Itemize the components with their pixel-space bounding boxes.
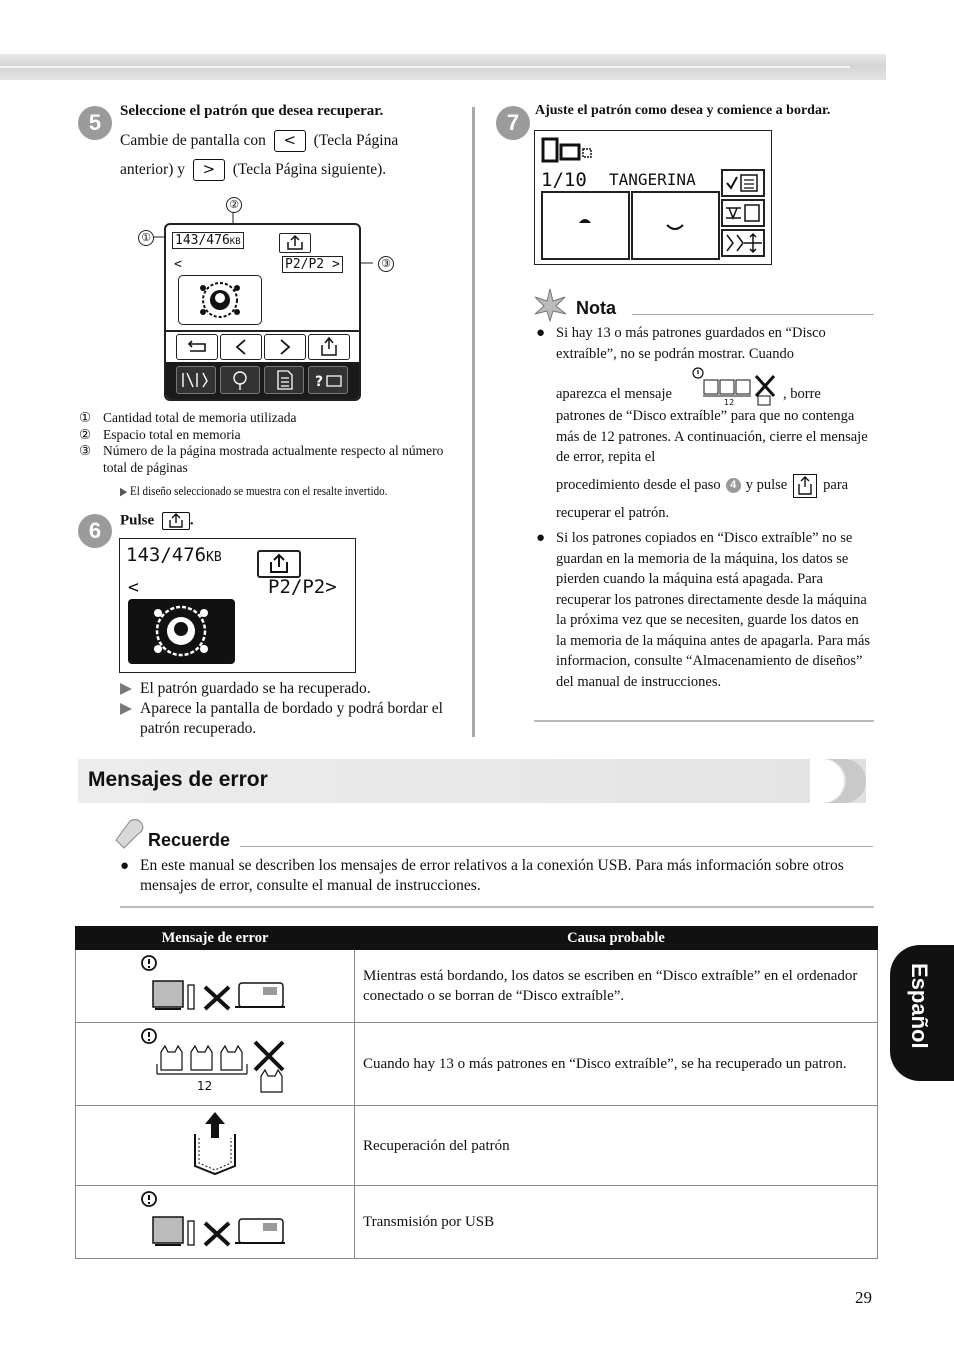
lcd-2-prev: < (128, 577, 139, 598)
error-icon-cell (76, 1186, 355, 1259)
recuerde-rule (240, 846, 873, 847)
pattern-name: TANGERINA (609, 170, 696, 189)
nota-b1-text-2: aparezca el mensaje (556, 386, 672, 402)
nota-bullet-1 (536, 323, 872, 523)
legend-num: ② (79, 426, 92, 442)
memory-value: 143/476 (126, 544, 207, 566)
page-indicator (282, 256, 343, 273)
back-icon (176, 334, 218, 360)
table-row (76, 1106, 878, 1186)
nota-b1-message-line (556, 366, 872, 406)
nota-b2-text: Si los patrones copiados en “Disco extraíble” no se guardan en la memoria de la máquina, los datos se pierden cuando la máquina está apagada. Para recuperar los patrones directamente desde la máquina la próxima vez que se necesiten, guarde los datos en la memoria de la máquina antes de apagarla. Para más informacion, consulte “Almacenamiento de diseños” del manual de instrucciones. (556, 530, 871, 690)
step-7-number: 7 (496, 106, 530, 140)
step-5-body (120, 126, 465, 184)
legend-num: ③ (79, 443, 92, 458)
table-row (76, 1023, 878, 1106)
header-bar-highlight (0, 66, 850, 68)
legend-text: Cantidad total de memoria utilizada (103, 410, 297, 425)
section-bar-end (810, 759, 870, 803)
callout-2: ② (226, 197, 242, 213)
nota-b1-text-4: patrones de “Disco extraíble” para que no contenga más de 12 patrones. A continuación, cierre el mensaje de error, repita el (556, 408, 868, 465)
nota-b1-text-3: , borre (783, 386, 821, 402)
step-7-title: Ajuste el patrón como desea y comience a bordar. (535, 103, 831, 118)
stitch-menu-icon (176, 366, 216, 394)
error-icon-cell (76, 1106, 355, 1186)
embroidery-menu-icon (220, 366, 260, 394)
recuerde-bottom-rule (120, 906, 874, 908)
legend-text: Número de la página mostrada actualmente respecto al número total de páginas (103, 443, 444, 475)
memo-icon (112, 818, 146, 850)
page-indicator (268, 576, 337, 598)
lcd-screen-2 (119, 538, 356, 673)
error-cause-text: Mientras está bordando, los datos se escriben en “Disco extraíble” en el ordenador conectado o se borran de “Disco extraíble”. (355, 950, 878, 1023)
lcd-1-frame (164, 223, 361, 401)
pocket-retrieve-icon (185, 1110, 245, 1176)
step-6-number: 6 (78, 514, 112, 548)
pattern-cell-2 (631, 191, 720, 260)
language-tab (890, 945, 954, 1081)
pc-x-machine-icon (135, 951, 295, 1015)
step-5-line1: Cambie de pantalla con (120, 132, 266, 149)
error-cause-text: Recuperación del patrón (355, 1106, 878, 1186)
nota-bottom-rule (534, 720, 874, 722)
header-probable-cause: Causa probable (355, 927, 878, 950)
lcd-1-next: > (331, 257, 340, 272)
pattern-thumbnail (178, 275, 262, 325)
step-6-result-text: Aparece la pantalla de bordado y podrá bordar el patrón recuperado. (140, 700, 443, 737)
next-page-key-icon: > (193, 159, 225, 181)
nota-b1-text-1: Si hay 13 o más patrones guardados en “Disco extraíble”, no se podrán mostrar. Cuando (556, 325, 826, 362)
error-table (75, 926, 878, 1259)
legend (79, 410, 464, 476)
language-tab-label: Español (907, 963, 932, 1049)
step-6-result-1 (120, 679, 465, 699)
memory-readout (126, 544, 222, 566)
legend-text: Espacio total en memoria (103, 426, 241, 442)
stitch-edit-icon (721, 199, 765, 227)
header-error-message: Mensaje de error (76, 927, 355, 950)
step-6-result-text: El patrón guardado se ha recuperado. (140, 680, 371, 697)
memory-unit: KB (206, 550, 222, 565)
bullet-icon: ● (536, 530, 546, 546)
memory-unit: KB (229, 237, 241, 247)
nota-b1-text-7: para (823, 477, 849, 494)
lcd-screen-3 (534, 130, 772, 265)
legend-note-text: El diseño seleccionado se muestra con el resalte invertido. (129, 483, 388, 498)
step-5-line2: anterior) y (120, 161, 185, 178)
nota-bullet-2 (536, 528, 872, 692)
too-many-patterns-small-icon (691, 366, 783, 406)
recuerde-bullet (120, 856, 874, 896)
error-cause-text: Cuando hay 13 o más patrones en “Disco extraíble”, se ha recuperado un patron. (355, 1023, 878, 1106)
crest-icon (128, 599, 235, 664)
page-number: 29 (855, 1288, 872, 1307)
hoop-size-icon (541, 137, 601, 163)
next-page-icon (264, 334, 306, 360)
triangle-icon: ▶ (120, 486, 128, 498)
lcd-2-next: > (325, 576, 337, 598)
retrieve-button-icon (308, 334, 350, 360)
table-row (76, 1186, 878, 1259)
nota-b1-text-8: recuperar el patrón. (556, 504, 670, 521)
retrieve-key-icon (793, 474, 817, 498)
pattern-cell-1 (541, 191, 630, 260)
triangle-icon: ▶ (120, 700, 132, 717)
page-value: P2/P2 (285, 257, 325, 272)
retrieve-key-icon (257, 550, 301, 578)
move-pattern-icon (721, 229, 765, 257)
nota-rule (632, 314, 874, 315)
step-5-line1-end: (Tecla Página (313, 132, 399, 149)
bullet-icon: ● (120, 858, 130, 874)
recuerde-text: En este manual se describen los mensajes de error relativos a la conexión USB. Para más información sobre otros mensajes de error, consulte el manual de instrucciones. (140, 857, 844, 894)
selected-pattern-inverted (128, 599, 235, 664)
step-5-number: 5 (78, 106, 112, 140)
step-6-title-end: . (189, 512, 194, 529)
memory-readout (172, 232, 244, 249)
memory-value: 143/476 (175, 233, 230, 248)
pattern-counter: 1/10 (541, 169, 587, 191)
nota-b1-text-5: procedimiento desde el paso (556, 477, 721, 494)
lcd-screen-1 (136, 193, 406, 403)
page-value: P2/P2 (268, 576, 326, 598)
error-cause-text: Transmisión por USB (355, 1186, 878, 1259)
retrieve-key-icon (162, 512, 190, 530)
step-5-title: Seleccione el patrón que desea recuperar. (120, 103, 384, 119)
prev-page-key-icon: < (274, 130, 306, 152)
nota-heading: Nota (576, 298, 616, 318)
section-title: Mensajes de error (88, 768, 268, 791)
step-6-title-text: Pulse (120, 512, 155, 529)
error-icon-cell (76, 950, 355, 1023)
bullet-icon: ● (536, 325, 546, 341)
table-row (76, 950, 878, 1023)
nota-b1-procedure-line (556, 474, 872, 498)
pattern-count: 12 (197, 1079, 213, 1093)
column-divider (472, 107, 475, 737)
pattern-count: 12 (724, 398, 735, 406)
pc-x-machine-icon (135, 1187, 295, 1251)
check-list-icon (721, 169, 765, 197)
table-header (76, 927, 878, 950)
prev-page-icon (220, 334, 262, 360)
document-menu-icon (264, 366, 304, 394)
callout-3: ③ (378, 256, 394, 272)
sparkle-icon (532, 288, 568, 322)
legend-note (120, 483, 387, 499)
callout-1: ① (138, 230, 154, 246)
too-many-patterns-icon (135, 1024, 295, 1098)
triangle-icon: ▶ (120, 680, 132, 697)
step-6-result-2 (120, 699, 465, 739)
lcd-1-prev: < (174, 257, 182, 272)
step-4-badge: 4 (726, 478, 741, 493)
step-5-line2-end: (Tecla Página siguiente). (232, 161, 387, 178)
error-icon-cell (76, 1023, 355, 1106)
legend-item-1 (79, 410, 464, 427)
legend-item-2 (79, 427, 464, 444)
nota-b1-text-6: y pulse (745, 477, 788, 494)
svg-text:?: ? (315, 374, 324, 390)
recuerde-heading: Recuerde (148, 830, 231, 850)
legend-num: ① (79, 410, 92, 425)
step-6-title (120, 512, 194, 530)
help-menu-icon (308, 366, 348, 394)
legend-item-3 (79, 443, 464, 476)
crest-icon (179, 276, 261, 324)
retrieve-key-icon (279, 233, 311, 253)
